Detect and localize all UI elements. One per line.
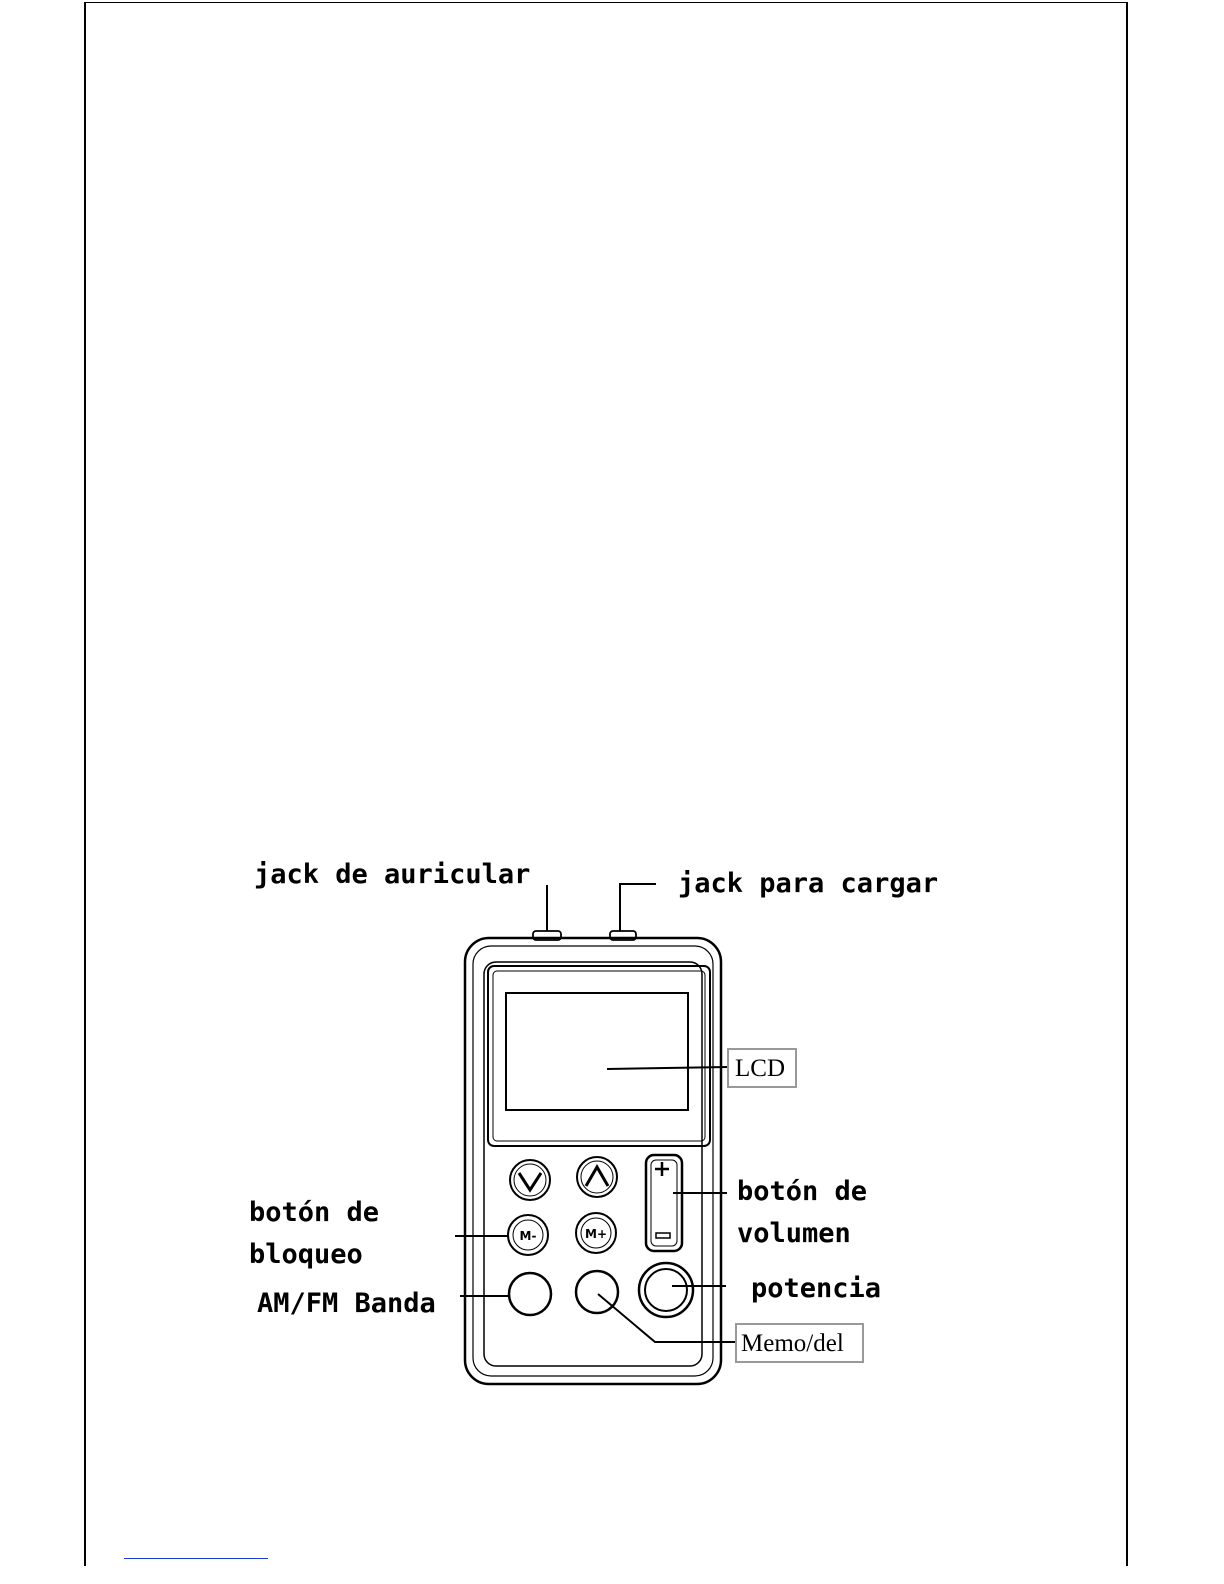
chevron-down-icon	[519, 1173, 541, 1190]
lock-label-line2: bloqueo	[249, 1239, 363, 1270]
plus-icon	[655, 1162, 669, 1176]
headphone-jack-label: jack de auricular	[254, 859, 531, 890]
up-button	[577, 1157, 617, 1197]
lcd-label: LCD	[735, 1055, 785, 1082]
screen-bezel-inner	[493, 971, 705, 1141]
radio-device	[465, 931, 721, 1384]
band-button	[509, 1273, 551, 1315]
power-button	[639, 1263, 693, 1317]
volume-rocker	[646, 1155, 682, 1251]
chevron-up-icon	[586, 1167, 608, 1186]
lock-label-line1: botón de	[249, 1197, 380, 1228]
power-label: potencia	[751, 1273, 882, 1304]
leader-lines	[455, 884, 736, 1342]
leader-charging-jack	[620, 884, 656, 931]
down-button	[510, 1160, 550, 1200]
volume-label-line2: volumen	[737, 1218, 851, 1249]
charging-jack-label: jack para cargar	[678, 868, 939, 899]
minus-icon	[656, 1233, 670, 1238]
memo-label: Memo/del	[741, 1330, 844, 1357]
volume-label-line1: botón de	[737, 1176, 868, 1207]
band-label: AM/FM Banda	[257, 1288, 436, 1319]
m-minus-glyph: M-	[519, 1229, 537, 1243]
lcd-screen	[506, 993, 688, 1110]
m-plus-glyph: M+	[585, 1227, 607, 1241]
